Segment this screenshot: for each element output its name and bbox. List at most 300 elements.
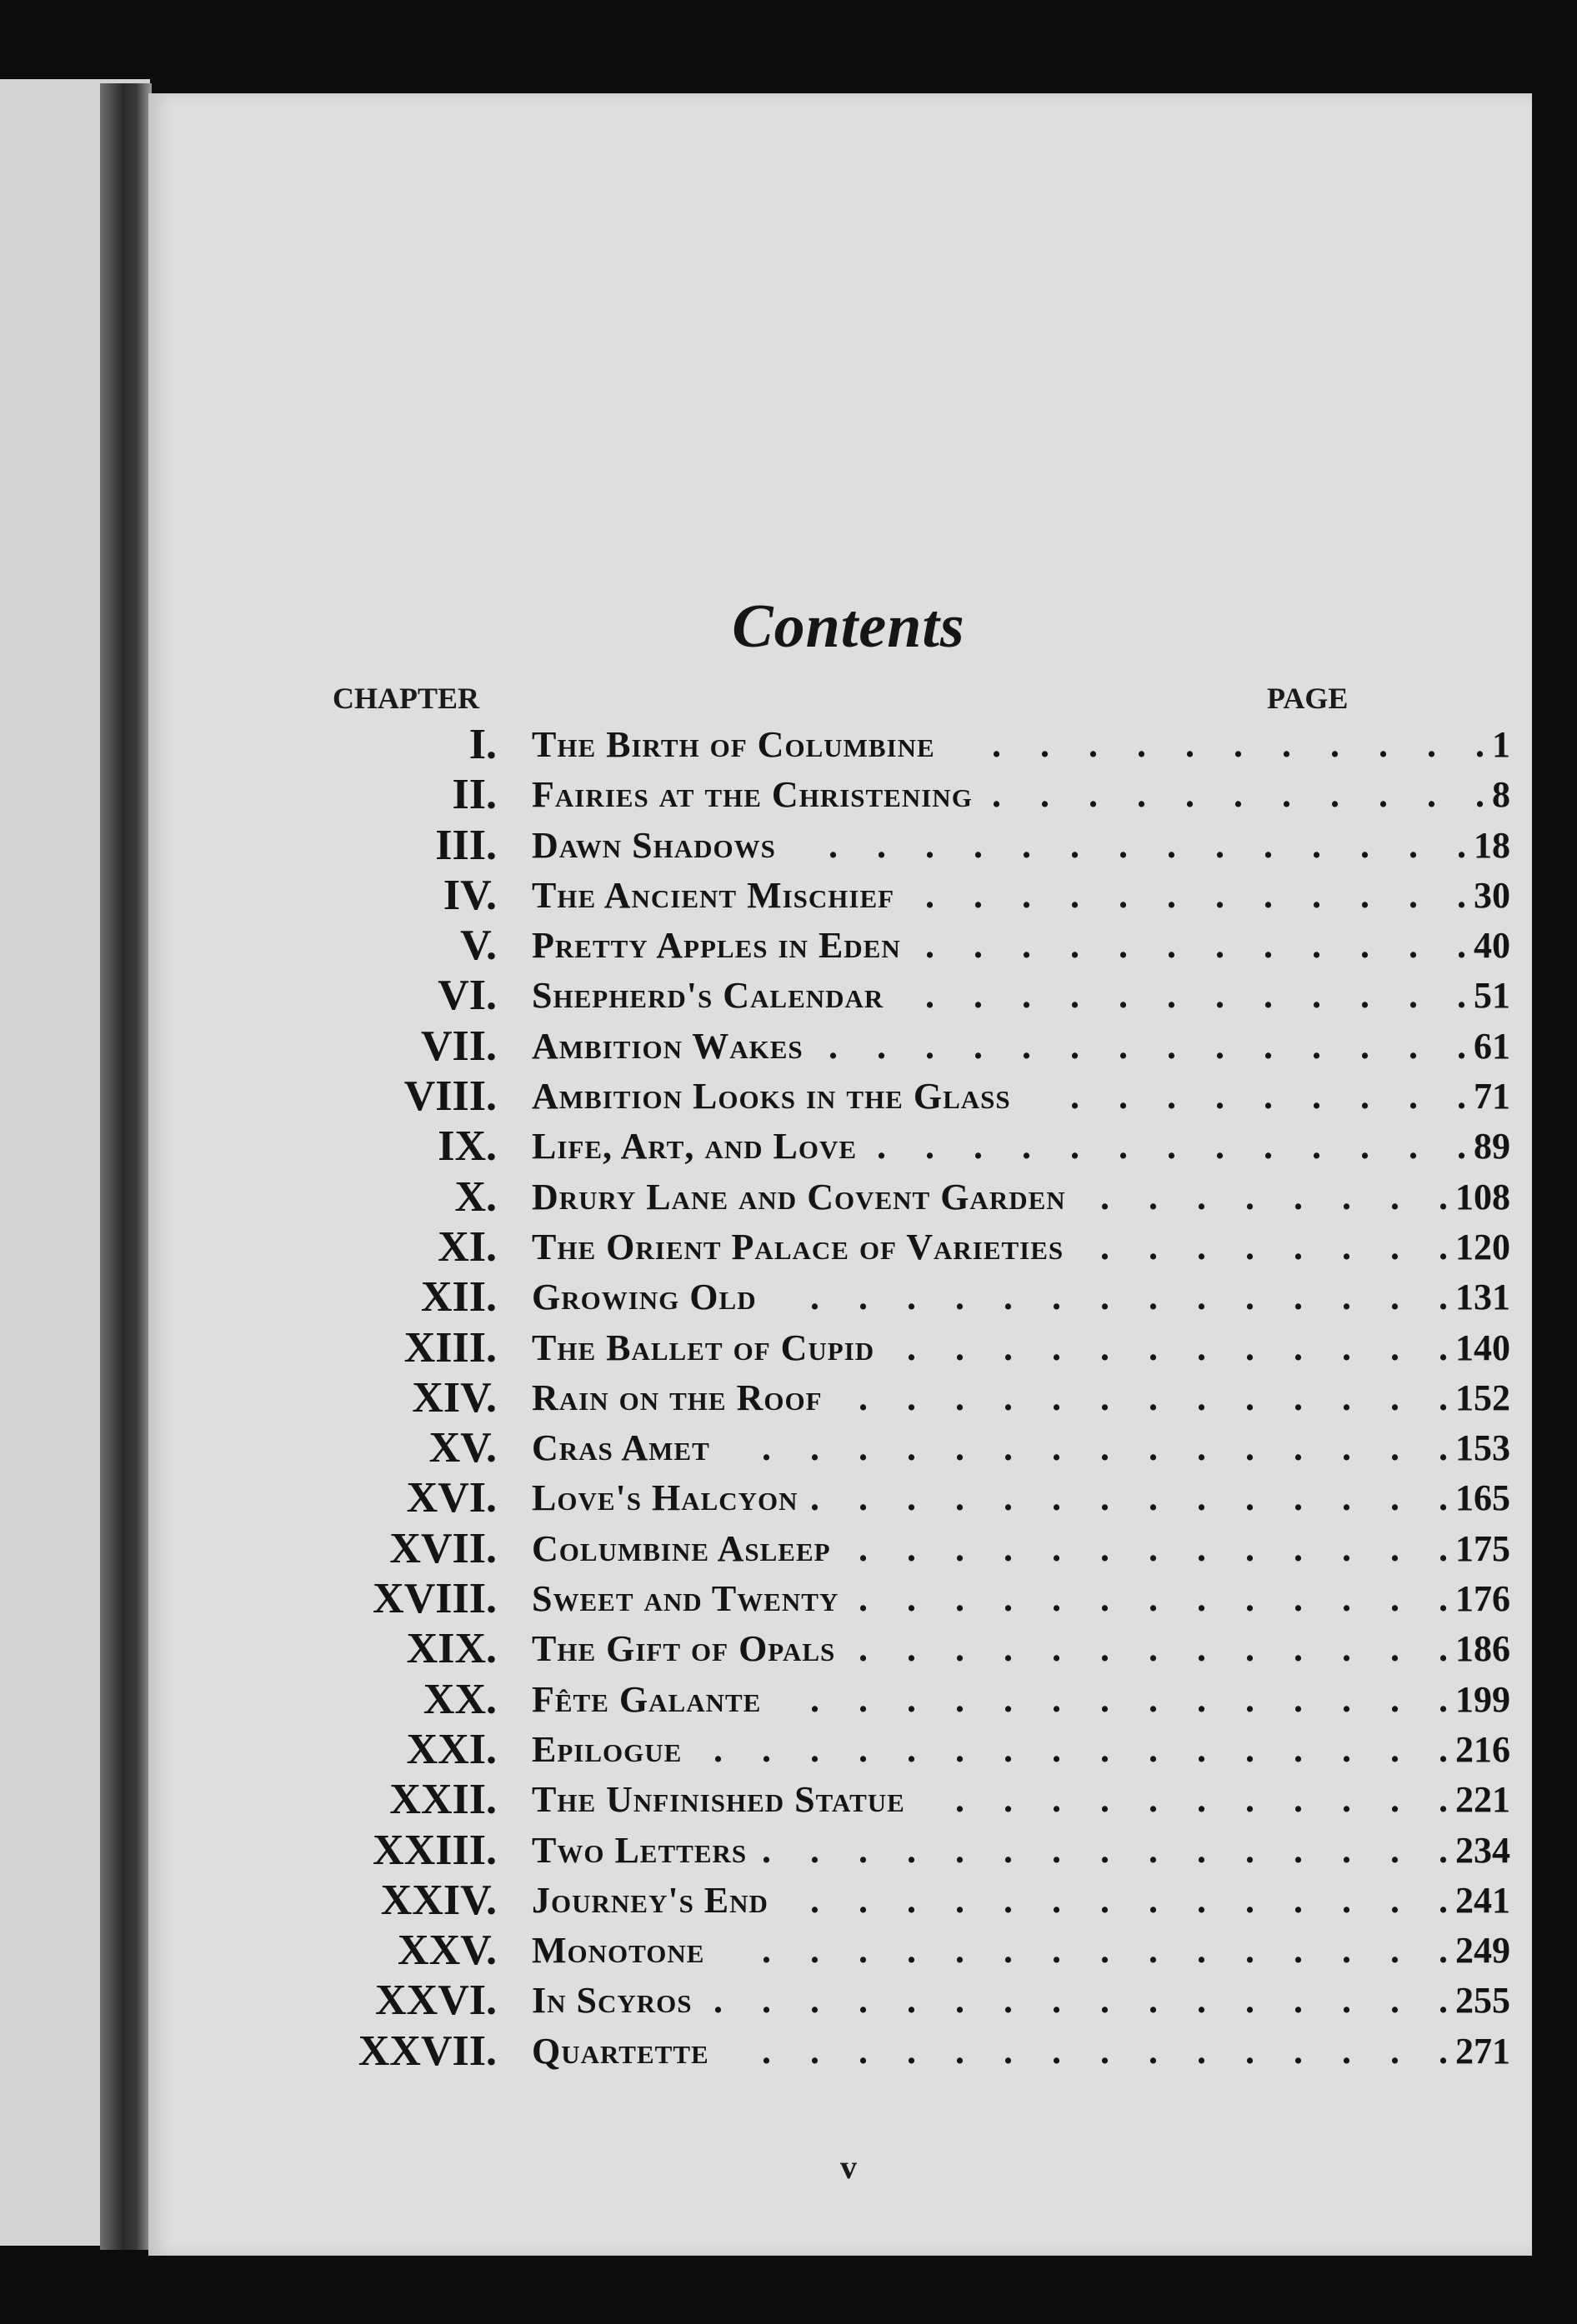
leader-dot: . — [1294, 1176, 1303, 1217]
page-number: 271 — [1455, 2030, 1510, 2072]
leader-dot: . — [1439, 2030, 1448, 2072]
leader-dot: . — [810, 1728, 819, 1770]
leader-dot: . — [1052, 1779, 1061, 1821]
leader-dot: . — [1439, 1728, 1448, 1770]
leader-dot: . — [1330, 774, 1339, 816]
leader-dot: . — [810, 1678, 819, 1720]
leader-dot: . — [1052, 1377, 1061, 1418]
leader-dot: . — [1312, 925, 1321, 967]
leader-dot: . — [1149, 1628, 1158, 1670]
leader-dot: . — [1197, 1728, 1206, 1770]
leader-dot: . — [1100, 1226, 1109, 1267]
leader-dot: . — [1312, 874, 1321, 916]
toc-entry — [148, 1624, 1532, 1674]
leader-dot: . — [1100, 1327, 1109, 1368]
leader-dot: . — [1004, 1377, 1013, 1418]
leader-dot: . — [762, 1980, 771, 2022]
leader-dot: . — [907, 1527, 916, 1569]
leader-dot: . — [1245, 1427, 1254, 1469]
leader-dot: . — [1197, 1477, 1206, 1519]
toc-entry — [148, 2027, 1532, 2077]
leader-dot: . — [1342, 1377, 1351, 1418]
chapter-number: XXIV. — [380, 1876, 497, 1924]
leader-dot: . — [955, 1678, 964, 1720]
leader-dot: . — [907, 1628, 916, 1670]
leader-dot: . — [1294, 1779, 1303, 1821]
leader-dot: . — [1294, 1980, 1303, 2022]
leader-dot: . — [907, 1930, 916, 1972]
leader-dot: . — [1100, 1980, 1109, 2022]
leader-dot: . — [1149, 1678, 1158, 1720]
leader-dot: . — [1390, 1678, 1399, 1720]
leader-dot: . — [1409, 975, 1418, 1017]
chapter-title: Life, Art, and Love — [532, 1126, 858, 1167]
leader-dot: . — [1070, 1076, 1079, 1117]
leader-dot: . — [1312, 1076, 1321, 1117]
leader-dot: . — [1294, 2030, 1303, 2072]
chapter-number: XV. — [428, 1424, 497, 1472]
page-column-header: PAGE — [1267, 682, 1349, 715]
toc-entry — [148, 1473, 1532, 1523]
leader-dot: . — [1245, 1277, 1254, 1318]
page-number: 8 — [1492, 774, 1510, 816]
leader-dot: . — [1149, 1578, 1158, 1620]
leader-dot: . — [1100, 1377, 1109, 1418]
leader-dot: . — [1457, 975, 1466, 1017]
leader-dot: . — [1439, 1829, 1448, 1871]
leader-dot: . — [1089, 774, 1098, 816]
leader-dot: . — [1245, 1477, 1254, 1519]
leader-dot: . — [907, 1578, 916, 1620]
leader-dot: . — [1245, 1879, 1254, 1921]
leader-dot: . — [925, 824, 934, 866]
leader-dot: . — [1197, 2030, 1206, 2072]
leader-dot: . — [1052, 1879, 1061, 1921]
leader-dot: . — [1264, 925, 1273, 967]
page-folio: v — [840, 2148, 857, 2186]
leader-dot: . — [1119, 824, 1128, 866]
leader-dot: . — [1197, 1176, 1206, 1217]
chapter-title: The Orient Palace of Varieties — [532, 1226, 1064, 1267]
page-number: 40 — [1474, 925, 1510, 967]
leader-dot: . — [1100, 1879, 1109, 1921]
leader-dot: . — [1149, 2030, 1158, 2072]
leader-dot: . — [713, 1728, 723, 1770]
leader-dot: . — [1089, 724, 1098, 765]
leader-dot: . — [1100, 1779, 1109, 1821]
leader-dot: . — [1245, 1327, 1254, 1368]
leader-dot: . — [1264, 975, 1273, 1017]
leader-dot: . — [1119, 1025, 1128, 1067]
page-number: 108 — [1455, 1176, 1510, 1217]
leader-dot: . — [1197, 1678, 1206, 1720]
leader-dot: . — [1070, 874, 1079, 916]
leader-dot: . — [1100, 1176, 1109, 1217]
leader-dot: . — [1022, 1126, 1031, 1167]
chapter-number: XXI. — [406, 1725, 497, 1773]
chapter-title: Love's Halcyon — [532, 1477, 799, 1519]
leader-dot: . — [1245, 1980, 1254, 2022]
leader-dot: . — [1245, 1377, 1254, 1418]
leader-dot: . — [1294, 1930, 1303, 1972]
chapter-title: In Scyros — [532, 1980, 693, 2022]
leader-dot: . — [1360, 1076, 1369, 1117]
toc-entry — [148, 1122, 1532, 1172]
leader-dot: . — [1245, 1678, 1254, 1720]
chapter-title: Epilogue — [532, 1728, 683, 1770]
leader-dot: . — [1390, 1277, 1399, 1318]
leader-dot: . — [1294, 1226, 1303, 1267]
leader-dot: . — [1409, 1025, 1418, 1067]
toc-entry — [148, 921, 1532, 971]
leader-dot: . — [1439, 1377, 1448, 1418]
leader-dot: . — [1390, 1527, 1399, 1569]
leader-dot: . — [1342, 1678, 1351, 1720]
page-number: 152 — [1455, 1377, 1510, 1418]
leader-dot: . — [955, 1277, 964, 1318]
chapter-number: XXVII. — [358, 2027, 497, 2075]
leader-dot: . — [1052, 1427, 1061, 1469]
leader-dot: . — [810, 1930, 819, 1972]
leader-dot: . — [1457, 1025, 1466, 1067]
leader-dot: . — [859, 1527, 868, 1569]
leader-dot: . — [1360, 824, 1369, 866]
leader-dot: . — [1409, 874, 1418, 916]
leader-dot: . — [1342, 1980, 1351, 2022]
leader-dot: . — [1167, 925, 1176, 967]
chapter-number: I. — [468, 721, 497, 768]
chapter-title: Cras Amet — [532, 1427, 710, 1469]
leader-dot: . — [1149, 1277, 1158, 1318]
leader-dot: . — [955, 1728, 964, 1770]
page-number: 71 — [1474, 1076, 1510, 1117]
chapter-title: Ambition Wakes — [532, 1025, 804, 1067]
leader-dot: . — [762, 1728, 771, 1770]
leader-dot: . — [955, 1879, 964, 1921]
leader-dot: . — [1439, 1477, 1448, 1519]
leader-dot: . — [1004, 2030, 1013, 2072]
leader-dot: . — [1439, 1277, 1448, 1318]
leader-dot: . — [1390, 1879, 1399, 1921]
leader-dot: . — [1234, 774, 1243, 816]
leader-dot: . — [859, 2030, 868, 2072]
chapter-title: Fairies at the Christening — [532, 774, 973, 816]
leader-dot: . — [1119, 1126, 1128, 1167]
leader-dot: . — [1439, 1427, 1448, 1469]
leader-dot: . — [859, 1578, 868, 1620]
chapter-number: XIII. — [403, 1323, 497, 1372]
leader-dot: . — [1052, 1829, 1061, 1871]
leader-dot: . — [859, 1980, 868, 2022]
leader-dot: . — [1439, 1779, 1448, 1821]
leader-dot: . — [907, 1980, 916, 2022]
chapter-title: Growing Old — [532, 1277, 757, 1318]
chapter-title: Shepherd's Calendar — [532, 975, 884, 1017]
leader-dot: . — [1022, 874, 1031, 916]
leader-dot: . — [829, 824, 838, 866]
leader-dot: . — [1342, 1879, 1351, 1921]
chapter-title: The Unfinished Statue — [532, 1779, 905, 1821]
leader-dot: . — [925, 1126, 934, 1167]
toc-entry — [148, 1926, 1532, 1976]
leader-dot: . — [1022, 1025, 1031, 1067]
chapter-number: XX. — [423, 1675, 497, 1723]
leader-dot: . — [1360, 975, 1369, 1017]
chapter-number: VII. — [420, 1022, 497, 1070]
leader-dot: . — [1294, 1527, 1303, 1569]
chapter-title: Journey's End — [532, 1879, 768, 1921]
leader-dot: . — [1052, 1477, 1061, 1519]
chapter-title: Columbine Asleep — [532, 1527, 831, 1569]
leader-dot: . — [1264, 1126, 1273, 1167]
leader-dot: . — [1245, 1930, 1254, 1972]
chapter-number: XVII. — [389, 1524, 497, 1572]
leader-dot: . — [907, 1678, 916, 1720]
toc-entry — [148, 1826, 1532, 1876]
leader-dot: . — [1004, 1779, 1013, 1821]
toc-entry — [148, 770, 1532, 820]
leader-dot: . — [1427, 724, 1436, 765]
leader-dot: . — [1100, 1930, 1109, 1972]
leader-dot: . — [1070, 975, 1079, 1017]
leader-dot: . — [974, 975, 983, 1017]
leader-dot: . — [877, 1126, 886, 1167]
leader-dot: . — [1439, 1578, 1448, 1620]
leader-dot: . — [1390, 1829, 1399, 1871]
leader-dot: . — [829, 1025, 838, 1067]
toc-entry — [148, 1423, 1532, 1473]
toc-entry — [148, 1072, 1532, 1122]
leader-dot: . — [955, 1829, 964, 1871]
page-number: 131 — [1455, 1277, 1510, 1318]
toc-entry — [148, 1323, 1532, 1373]
leader-dot: . — [1197, 1327, 1206, 1368]
leader-dot: . — [1052, 1728, 1061, 1770]
leader-dot: . — [1264, 824, 1273, 866]
leader-dot: . — [1149, 1226, 1158, 1267]
leader-dot: . — [1294, 1879, 1303, 1921]
leader-dot: . — [1342, 1226, 1351, 1267]
leader-dot: . — [1100, 1678, 1109, 1720]
chapter-number: IX. — [438, 1122, 497, 1171]
toc-entry — [148, 1524, 1532, 1574]
leader-dot: . — [955, 1427, 964, 1469]
leader-dot: . — [1439, 1678, 1448, 1720]
leader-dot: . — [1004, 1728, 1013, 1770]
page-number: 30 — [1474, 874, 1510, 916]
leader-dot: . — [1234, 724, 1243, 765]
leader-dot: . — [907, 1728, 916, 1770]
chapter-number: III. — [435, 821, 497, 869]
toc-entry — [148, 1876, 1532, 1926]
leader-dot: . — [877, 824, 886, 866]
leader-dot: . — [1197, 1527, 1206, 1569]
leader-dot: . — [1215, 874, 1224, 916]
leader-dot: . — [1409, 1126, 1418, 1167]
chapter-number: XXVI. — [375, 1977, 497, 2025]
chapter-number: IV. — [443, 871, 497, 919]
leader-dot: . — [1100, 1277, 1109, 1318]
leader-dot: . — [1197, 1226, 1206, 1267]
leader-dot: . — [1197, 1427, 1206, 1469]
leader-dot: . — [1439, 1176, 1448, 1217]
chapter-number: VI. — [438, 972, 497, 1020]
leader-dot: . — [810, 1427, 819, 1469]
page-number: 255 — [1455, 1980, 1510, 2022]
toc-entry — [148, 1222, 1532, 1272]
leader-dot: . — [1022, 824, 1031, 866]
leader-dot: . — [1294, 1327, 1303, 1368]
leader-dot: . — [1439, 1980, 1448, 2022]
leader-dot: . — [907, 1829, 916, 1871]
leader-dot: . — [1342, 1477, 1351, 1519]
leader-dot: . — [1215, 1025, 1224, 1067]
leader-dot: . — [1004, 1980, 1013, 2022]
page-number: 216 — [1455, 1728, 1510, 1770]
toc-entry — [148, 871, 1532, 921]
leader-dot: . — [1137, 774, 1146, 816]
leader-dot: . — [1004, 1578, 1013, 1620]
leader-dot: . — [1390, 1176, 1399, 1217]
book-gutter — [100, 83, 152, 2250]
leader-dot: . — [1197, 1377, 1206, 1418]
leader-dot: . — [1070, 925, 1079, 967]
leader-dot: . — [810, 1980, 819, 2022]
chapter-number: V. — [460, 922, 497, 970]
leader-dot: . — [1245, 1829, 1254, 1871]
leader-dot: . — [1137, 724, 1146, 765]
page-number: 1 — [1492, 724, 1510, 765]
leader-dot: . — [907, 1427, 916, 1469]
leader-dot: . — [1264, 874, 1273, 916]
leader-dot: . — [1215, 925, 1224, 967]
leader-dot: . — [810, 1477, 819, 1519]
chapter-number: XIV. — [412, 1373, 497, 1422]
leader-dot: . — [1197, 1930, 1206, 1972]
leader-dot: . — [974, 1025, 983, 1067]
leader-dot: . — [1390, 1728, 1399, 1770]
leader-dot: . — [1294, 1427, 1303, 1469]
leader-dot: . — [1360, 925, 1369, 967]
leader-dot: . — [1149, 1327, 1158, 1368]
leader-dot: . — [1149, 1930, 1158, 1972]
leader-dot: . — [1379, 724, 1388, 765]
leader-dot: . — [859, 1728, 868, 1770]
leader-dot: . — [1409, 1076, 1418, 1117]
leader-dot: . — [1167, 1076, 1176, 1117]
leader-dot: . — [810, 1277, 819, 1318]
leader-dot: . — [1004, 1277, 1013, 1318]
leader-dot: . — [810, 2030, 819, 2072]
leader-dot: . — [1409, 824, 1418, 866]
leader-dot: . — [1004, 1678, 1013, 1720]
leader-dot: . — [974, 874, 983, 916]
leader-dot: . — [1439, 1226, 1448, 1267]
leader-dot: . — [859, 1678, 868, 1720]
leader-dot: . — [1052, 1930, 1061, 1972]
leader-dot: . — [859, 1829, 868, 1871]
leader-dot: . — [1052, 1327, 1061, 1368]
leader-dot: . — [1342, 1277, 1351, 1318]
leader-dot: . — [1390, 1377, 1399, 1418]
leader-dot: . — [1149, 1879, 1158, 1921]
page-number: 221 — [1455, 1779, 1510, 1821]
page-number: 241 — [1455, 1879, 1510, 1921]
leader-dot: . — [1100, 1477, 1109, 1519]
toc-entry — [148, 1574, 1532, 1624]
leader-dot: . — [925, 925, 934, 967]
leader-dot: . — [1149, 1477, 1158, 1519]
leader-dot: . — [1390, 1930, 1399, 1972]
leader-dot: . — [1052, 1628, 1061, 1670]
chapter-title: Monotone — [532, 1930, 705, 1972]
leader-dot: . — [1342, 1728, 1351, 1770]
leader-dot: . — [1119, 1076, 1128, 1117]
contents-list — [148, 720, 1532, 2077]
leader-dot: . — [1100, 1728, 1109, 1770]
leader-dot: . — [1294, 1678, 1303, 1720]
leader-dot: . — [974, 925, 983, 967]
leader-dot: . — [1294, 1578, 1303, 1620]
leader-dot: . — [925, 1025, 934, 1067]
leader-dot: . — [1457, 1126, 1466, 1167]
page-number: 176 — [1455, 1578, 1510, 1620]
chapter-title: Fête Galante — [532, 1678, 762, 1720]
leader-dot: . — [1439, 1879, 1448, 1921]
leader-dot: . — [1167, 824, 1176, 866]
leader-dot: . — [1390, 2030, 1399, 2072]
leader-dot: . — [859, 1277, 868, 1318]
leader-dot: . — [1215, 1076, 1224, 1117]
leader-dot: . — [859, 1377, 868, 1418]
leader-dot: . — [1149, 1527, 1158, 1569]
toc-entry — [148, 720, 1532, 770]
leader-dot: . — [1149, 1427, 1158, 1469]
page-number: 18 — [1474, 824, 1510, 866]
leader-dot: . — [1004, 1477, 1013, 1519]
leader-dot: . — [1342, 1628, 1351, 1670]
leader-dot: . — [1245, 1226, 1254, 1267]
leader-dot: . — [1167, 975, 1176, 1017]
leader-dot: . — [907, 1477, 916, 1519]
chapter-number: X. — [454, 1172, 497, 1221]
leader-dot: . — [1342, 1779, 1351, 1821]
leader-dot: . — [1197, 1980, 1206, 2022]
leader-dot: . — [1294, 1277, 1303, 1318]
leader-dot: . — [1245, 1527, 1254, 1569]
leader-dot: . — [877, 1025, 886, 1067]
leader-dot: . — [1427, 774, 1436, 816]
leader-dot: . — [1100, 2030, 1109, 2072]
leader-dot: . — [1197, 1779, 1206, 1821]
leader-dot: . — [1312, 824, 1321, 866]
leader-dot: . — [1439, 1930, 1448, 1972]
leader-dot: . — [1475, 724, 1484, 765]
leader-dot: . — [1245, 1779, 1254, 1821]
leader-dot: . — [1197, 1879, 1206, 1921]
leader-dot: . — [1215, 975, 1224, 1017]
page-number: 51 — [1474, 975, 1510, 1017]
leader-dot: . — [955, 1980, 964, 2022]
leader-dot: . — [1185, 774, 1194, 816]
leader-dot: . — [1312, 1126, 1321, 1167]
page-number: 153 — [1455, 1427, 1510, 1469]
chapter-number: XVIII. — [373, 1575, 497, 1623]
chapter-number: II. — [452, 771, 497, 819]
leader-dot: . — [992, 774, 1001, 816]
page-number: 175 — [1455, 1527, 1510, 1569]
leader-dot: . — [1149, 1728, 1158, 1770]
